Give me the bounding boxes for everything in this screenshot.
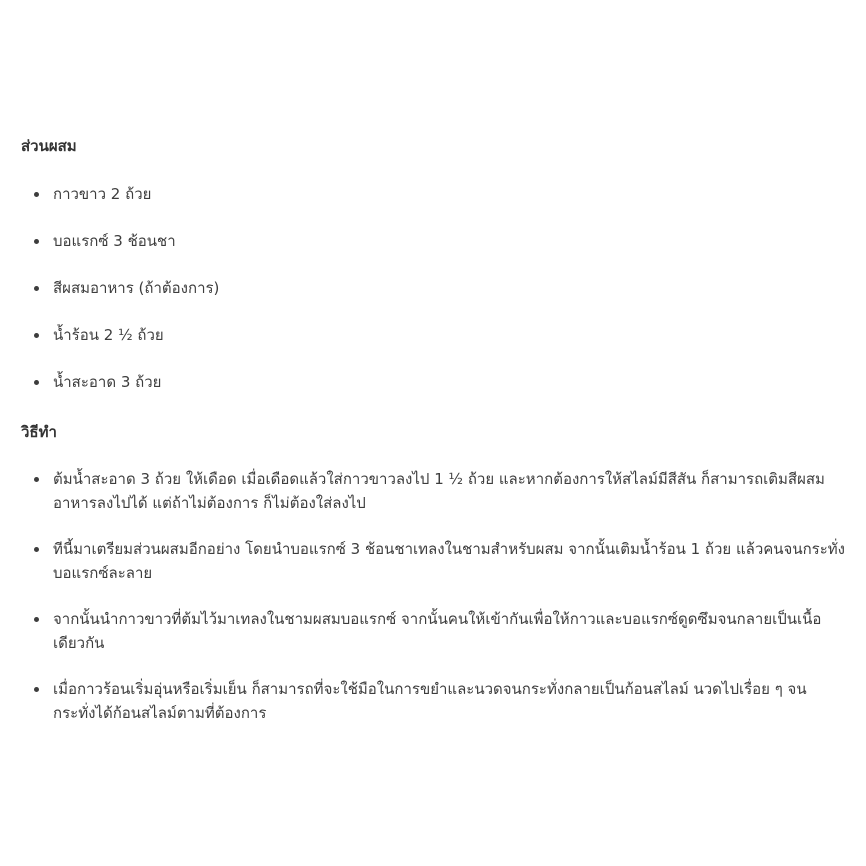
step-item: เมื่อกาวร้อนเริ่มอุ่นหรือเริ่มเย็น ก็สามารถที่จะใช้มือในการขยำและนวดจนกระทั่งกลายเป็นก้อนสไลม์ นวดไปเรื่อย ๆ จนกระทั่งได้ก้อนสไลม์ตามที่ต้องการ — [21, 677, 847, 725]
ingredients-list — [21, 182, 847, 394]
ingredient-item: กาวขาว 2 ถ้วย — [21, 182, 847, 206]
ingredient-item: น้ำสะอาด 3 ถ้วย — [21, 370, 847, 394]
steps-list — [21, 467, 847, 725]
ingredient-item: บอแรกซ์ 3 ช้อนชา — [21, 229, 847, 253]
ingredient-item: น้ำร้อน 2 ½ ถ้วย — [21, 323, 847, 347]
ingredient-item: สีผสมอาหาร (ถ้าต้องการ) — [21, 276, 847, 300]
recipe-content — [21, 134, 847, 725]
ingredients-heading: ส่วนผสม — [21, 137, 77, 155]
step-item: ทีนี้มาเตรียมส่วนผสมอีกอย่าง โดยนำบอแรกซ์ 3 ช้อนชาเทลงในชามสำหรับผสม จากนั้นเติมน้ำร้อน 1 ถ้วย แล้วคนจนกระทั่งบอแรกซ์ละลาย — [21, 537, 847, 585]
step-item: ต้มน้ำสะอาด 3 ถ้วย ให้เดือด เมื่อเดือดแล้วใส่กาวขาวลงไป 1 ½ ถ้วย และหากต้องการให้สไลม์มีสีสัน ก็สามารถเติมสีผสมอาหารลงไปได้ แต่ถ้าไม่ต้องการ ก็ไม่ต้องใส่ลงไป — [21, 467, 847, 515]
step-item: จากนั้นนำกาวขาวที่ต้มไว้มาเทลงในชามผสมบอแรกซ์ จากนั้นคนให้เข้ากันเพื่อให้กาวและบอแรกซ์ดูดซึมจนกลายเป็นเนื้อเดียวกัน — [21, 607, 847, 655]
method-heading: วิธีทำ — [21, 423, 57, 441]
